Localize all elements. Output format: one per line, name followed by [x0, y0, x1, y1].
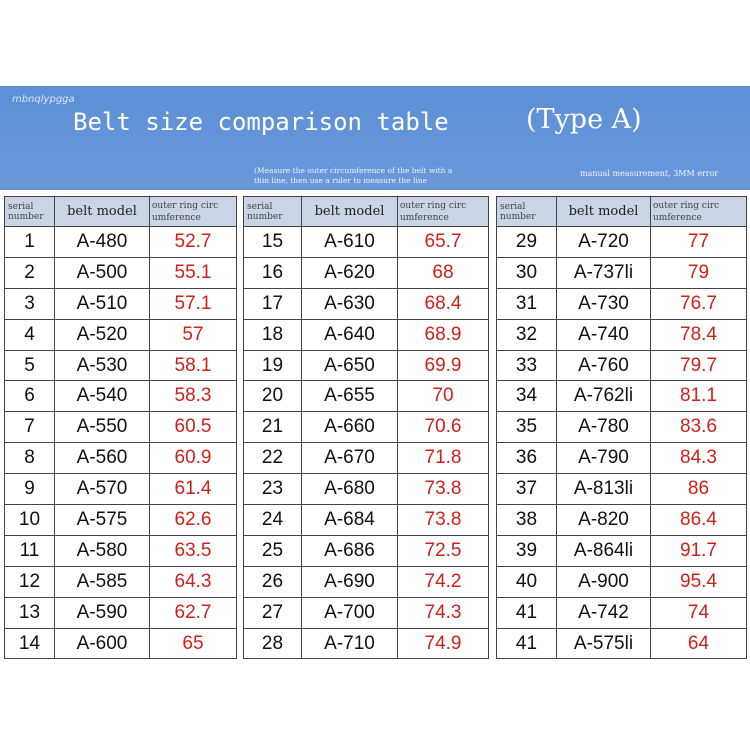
- table-row: [497, 597, 747, 628]
- belt-model-cell: A-684: [302, 505, 398, 536]
- table-row: [5, 319, 237, 350]
- circumference-cell: 71.8: [398, 443, 489, 474]
- belt-model-cell: A-700: [302, 597, 398, 628]
- serial-number-cell: 19: [244, 350, 302, 381]
- table-row: [5, 566, 237, 597]
- table-row: [497, 474, 747, 505]
- belt-model-cell: A-640: [302, 319, 398, 350]
- serial-number-cell: 25: [244, 535, 302, 566]
- belt-model-cell: A-760: [557, 350, 651, 381]
- circumference-cell: 74.9: [398, 628, 489, 659]
- belt-model-cell: A-690: [302, 566, 398, 597]
- table-header-row: [5, 197, 237, 227]
- circumference-cell: 95.4: [651, 566, 747, 597]
- belt-table-3: [496, 196, 747, 659]
- belt-table-1: [4, 196, 237, 659]
- table-row: [5, 443, 237, 474]
- serial-number-cell: 41: [497, 597, 557, 628]
- circumference-cell: 72.5: [398, 535, 489, 566]
- table-row: [5, 412, 237, 443]
- circumference-cell: 79: [651, 257, 747, 288]
- belt-model-cell: A-660: [302, 412, 398, 443]
- table-row: [244, 288, 489, 319]
- table-row: [5, 474, 237, 505]
- belt-model-cell: A-575li: [557, 628, 651, 659]
- circumference-cell: 57: [150, 319, 237, 350]
- circumference-cell: 52.7: [150, 227, 237, 258]
- serial-number-cell: 3: [5, 288, 55, 319]
- belt-model-cell: A-500: [55, 257, 150, 288]
- belt-model-cell: A-610: [302, 227, 398, 258]
- belt-model-cell: A-710: [302, 628, 398, 659]
- table-row: [5, 628, 237, 659]
- circumference-cell: 78.4: [651, 319, 747, 350]
- table-header-row: [244, 197, 489, 227]
- belt-model-cell: A-730: [557, 288, 651, 319]
- measurement-note: (Measure the outer circumference of the belt with a thin line, then use a ruler to measure the line: [254, 166, 453, 185]
- table-row: [244, 257, 489, 288]
- serial-number-cell: 27: [244, 597, 302, 628]
- table-row: [5, 597, 237, 628]
- circumference-cell: 58.3: [150, 381, 237, 412]
- belt-model-cell: A-740: [557, 319, 651, 350]
- serial-number-cell: 2: [5, 257, 55, 288]
- belt-model-cell: A-600: [55, 628, 150, 659]
- serial-number-cell: 15: [244, 227, 302, 258]
- serial-number-cell: 6: [5, 381, 55, 412]
- table-row: [497, 505, 747, 536]
- serial-number-cell: 22: [244, 443, 302, 474]
- circumference-cell: 63.5: [150, 535, 237, 566]
- circumference-cell: 62.7: [150, 597, 237, 628]
- belt-model-cell: A-550: [55, 412, 150, 443]
- circumference-cell: 70: [398, 381, 489, 412]
- table-row: [497, 227, 747, 258]
- serial-number-cell: 39: [497, 535, 557, 566]
- serial-number-cell: 37: [497, 474, 557, 505]
- circumference-cell: 91.7: [651, 535, 747, 566]
- circumference-cell: 86.4: [651, 505, 747, 536]
- circumference-cell: 65: [150, 628, 237, 659]
- serial-number-cell: 11: [5, 535, 55, 566]
- page-subtitle: (Type A): [526, 104, 642, 135]
- belt-model-cell: A-655: [302, 381, 398, 412]
- table-row: [5, 257, 237, 288]
- belt-model-cell: A-575: [55, 505, 150, 536]
- serial-number-cell: 16: [244, 257, 302, 288]
- table-row: [497, 257, 747, 288]
- table-row: [5, 505, 237, 536]
- table-row: [497, 535, 747, 566]
- serial-number-cell: 9: [5, 474, 55, 505]
- serial-number-cell: 18: [244, 319, 302, 350]
- serial-number-cell: 13: [5, 597, 55, 628]
- circumference-cell: 74.3: [398, 597, 489, 628]
- table-header-row: [497, 197, 747, 227]
- serial-number-cell: 41: [497, 628, 557, 659]
- circumference-cell: 70.6: [398, 412, 489, 443]
- circumference-cell: 73.8: [398, 505, 489, 536]
- circumference-cell: 68.9: [398, 319, 489, 350]
- table-row: [5, 381, 237, 412]
- table-row: [244, 628, 489, 659]
- circumference-cell: 55.1: [150, 257, 237, 288]
- belt-model-cell: A-530: [55, 350, 150, 381]
- belt-model-header: belt model: [557, 197, 651, 227]
- belt-model-cell: A-762li: [557, 381, 651, 412]
- belt-model-cell: A-650: [302, 350, 398, 381]
- belt-model-cell: A-900: [557, 566, 651, 597]
- circumference-cell: 58.1: [150, 350, 237, 381]
- table-row: [244, 381, 489, 412]
- circumference-header: outer ring circ umference: [651, 197, 747, 227]
- belt-model-header: belt model: [55, 197, 150, 227]
- serial-number-cell: 14: [5, 628, 55, 659]
- belt-model-cell: A-590: [55, 597, 150, 628]
- belt-model-cell: A-670: [302, 443, 398, 474]
- circumference-cell: 83.6: [651, 412, 747, 443]
- serial-number-cell: 40: [497, 566, 557, 597]
- table-row: [5, 350, 237, 381]
- circumference-header: outer ring circ umference: [150, 197, 237, 227]
- table-row: [244, 535, 489, 566]
- circumference-cell: 84.3: [651, 443, 747, 474]
- belt-model-cell: A-813li: [557, 474, 651, 505]
- table-row: [497, 412, 747, 443]
- circumference-cell: 57.1: [150, 288, 237, 319]
- serial-number-header: serial number: [5, 197, 55, 227]
- serial-number-cell: 28: [244, 628, 302, 659]
- serial-number-cell: 38: [497, 505, 557, 536]
- error-note: manual measurement, 3MM error: [580, 169, 719, 178]
- belt-model-cell: A-864li: [557, 535, 651, 566]
- table-row: [497, 288, 747, 319]
- table-row: [244, 505, 489, 536]
- table-row: [497, 628, 747, 659]
- serial-number-cell: 35: [497, 412, 557, 443]
- belt-model-cell: A-720: [557, 227, 651, 258]
- watermark: mbnqlypgga: [12, 94, 75, 105]
- circumference-cell: 60.9: [150, 443, 237, 474]
- belt-model-cell: A-560: [55, 443, 150, 474]
- circumference-cell: 68.4: [398, 288, 489, 319]
- circumference-cell: 64.3: [150, 566, 237, 597]
- circumference-cell: 77: [651, 227, 747, 258]
- serial-number-cell: 36: [497, 443, 557, 474]
- serial-number-cell: 21: [244, 412, 302, 443]
- serial-number-cell: 4: [5, 319, 55, 350]
- serial-number-cell: 33: [497, 350, 557, 381]
- table-row: [244, 474, 489, 505]
- belt-model-cell: A-580: [55, 535, 150, 566]
- circumference-cell: 69.9: [398, 350, 489, 381]
- table-row: [244, 319, 489, 350]
- table-row: [244, 227, 489, 258]
- belt-model-cell: A-686: [302, 535, 398, 566]
- serial-number-cell: 32: [497, 319, 557, 350]
- table-row: [5, 227, 237, 258]
- table-row: [244, 412, 489, 443]
- belt-model-cell: A-680: [302, 474, 398, 505]
- belt-model-cell: A-737li: [557, 257, 651, 288]
- belt-model-cell: A-570: [55, 474, 150, 505]
- serial-number-cell: 20: [244, 381, 302, 412]
- table-row: [5, 288, 237, 319]
- serial-number-cell: 5: [5, 350, 55, 381]
- circumference-cell: 86: [651, 474, 747, 505]
- belt-model-cell: A-540: [55, 381, 150, 412]
- circumference-cell: 81.1: [651, 381, 747, 412]
- serial-number-cell: 29: [497, 227, 557, 258]
- serial-number-cell: 31: [497, 288, 557, 319]
- serial-number-cell: 7: [5, 412, 55, 443]
- circumference-cell: 76.7: [651, 288, 747, 319]
- table-row: [497, 319, 747, 350]
- circumference-header: outer ring circ umference: [398, 197, 489, 227]
- serial-number-cell: 34: [497, 381, 557, 412]
- table-row: [5, 535, 237, 566]
- belt-model-cell: A-510: [55, 288, 150, 319]
- serial-number-cell: 26: [244, 566, 302, 597]
- table-row: [244, 566, 489, 597]
- circumference-cell: 73.8: [398, 474, 489, 505]
- belt-model-cell: A-790: [557, 443, 651, 474]
- circumference-cell: 74: [651, 597, 747, 628]
- table-row: [497, 566, 747, 597]
- circumference-cell: 62.6: [150, 505, 237, 536]
- serial-number-cell: 24: [244, 505, 302, 536]
- circumference-cell: 61.4: [150, 474, 237, 505]
- belt-model-cell: A-630: [302, 288, 398, 319]
- table-row: [244, 443, 489, 474]
- belt-model-header: belt model: [302, 197, 398, 227]
- serial-number-header: serial number: [497, 197, 557, 227]
- circumference-cell: 79.7: [651, 350, 747, 381]
- table-row: [244, 350, 489, 381]
- serial-number-cell: 17: [244, 288, 302, 319]
- serial-number-header: serial number: [244, 197, 302, 227]
- serial-number-cell: 23: [244, 474, 302, 505]
- belt-model-cell: A-520: [55, 319, 150, 350]
- circumference-cell: 68: [398, 257, 489, 288]
- serial-number-cell: 8: [5, 443, 55, 474]
- table-row: [497, 350, 747, 381]
- serial-number-cell: 30: [497, 257, 557, 288]
- belt-model-cell: A-780: [557, 412, 651, 443]
- circumference-cell: 64: [651, 628, 747, 659]
- page-title: Belt size comparison table: [73, 108, 449, 136]
- belt-model-cell: A-585: [55, 566, 150, 597]
- serial-number-cell: 12: [5, 566, 55, 597]
- circumference-cell: 74.2: [398, 566, 489, 597]
- belt-table-2: [243, 196, 489, 659]
- serial-number-cell: 1: [5, 227, 55, 258]
- belt-model-cell: A-480: [55, 227, 150, 258]
- circumference-cell: 65.7: [398, 227, 489, 258]
- belt-model-cell: A-742: [557, 597, 651, 628]
- serial-number-cell: 10: [5, 505, 55, 536]
- belt-model-cell: A-620: [302, 257, 398, 288]
- table-row: [497, 443, 747, 474]
- table-row: [497, 381, 747, 412]
- table-row: [244, 597, 489, 628]
- belt-model-cell: A-820: [557, 505, 651, 536]
- circumference-cell: 60.5: [150, 412, 237, 443]
